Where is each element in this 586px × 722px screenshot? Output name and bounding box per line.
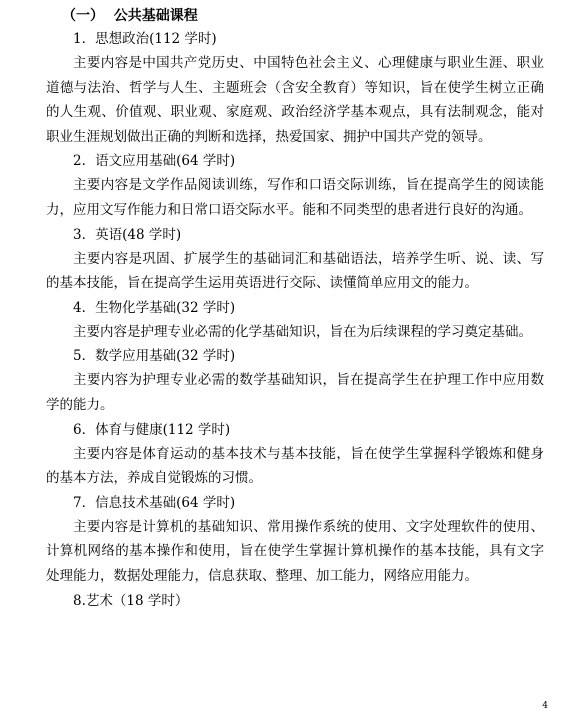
course-description: 主要内容是巩固、扩展学生的基础词汇和基础语法，培养学生听、说、读、写的基本技能，旨在提高学生运用英语进行交际、读懂简单应用文的能力。	[46, 250, 544, 292]
course-item	[46, 223, 544, 296]
course-title: 2．语文应用基础(64 学时)	[73, 153, 236, 170]
course-description: 主要内容为护理专业必需的数学基础知识，旨在提高学生在护理工作中应用数学的能力。	[46, 372, 544, 413]
course-item	[46, 296, 544, 345]
course-title: 4．生物化学基础(32 学时)	[73, 299, 236, 316]
course-title: 3．英语(48 学时)	[73, 226, 182, 243]
course-title: 7．信息技术基础(64 学时)	[73, 494, 236, 511]
course-title: 5．数学应用基础(32 学时)	[73, 348, 236, 365]
page-number: 4	[542, 701, 548, 711]
course-description: 主要内容是文学作品阅读训练，写作和口语交际训练，旨在提高学生的阅读能力，应用文写作能力和日常口语交际水平。能和不同类型的患者进行良好的沟通。	[46, 177, 544, 218]
course-list	[46, 27, 544, 613]
course-description: 主要内容是计算机的基础知识、常用操作系统的使用、文字处理软件的使用、计算机网络的基本操作和使用，旨在使学生掌握计算机操作的基本技能，具有文字处理能力，数据处理能力，信息获取、整理、加工能力，网络应用能力。	[46, 518, 544, 584]
course-item	[46, 418, 544, 491]
course-description: 主要内容是护理专业必需的化学基础知识，旨在为后续课程的学习奠定基础。	[73, 323, 532, 340]
course-item	[46, 27, 544, 149]
course-title: 8.艺术（18 学时）	[73, 592, 189, 609]
course-item	[46, 344, 544, 417]
course-item	[46, 589, 544, 613]
course-title: 1．思想政治(112 学时)	[73, 31, 217, 47]
course-description: 主要内容是中国共产党历史、中国特色社会主义、心理健康与职业生涯、职业道德与法治、哲学与人生、主题班会（含安全教育）等知识，旨在使学生树立正确的人生观、价值观、职业观、家庭观、政治经济学基本观点，具有法制观念，能对职业生涯规划做出正确的判断和选择，热爱国家、拥护中国共产党的领导。	[46, 55, 544, 145]
course-description: 主要内容是体育运动的基本技术与基本技能，旨在使学生掌握科学锻炼和健身的基本方法，养成自觉锻炼的习惯。	[46, 445, 544, 487]
section-heading: （一） 公共基础课程	[62, 8, 198, 24]
course-item	[46, 149, 544, 222]
course-title: 6．体育与健康(112 学时)	[73, 421, 231, 438]
course-item	[46, 491, 544, 589]
